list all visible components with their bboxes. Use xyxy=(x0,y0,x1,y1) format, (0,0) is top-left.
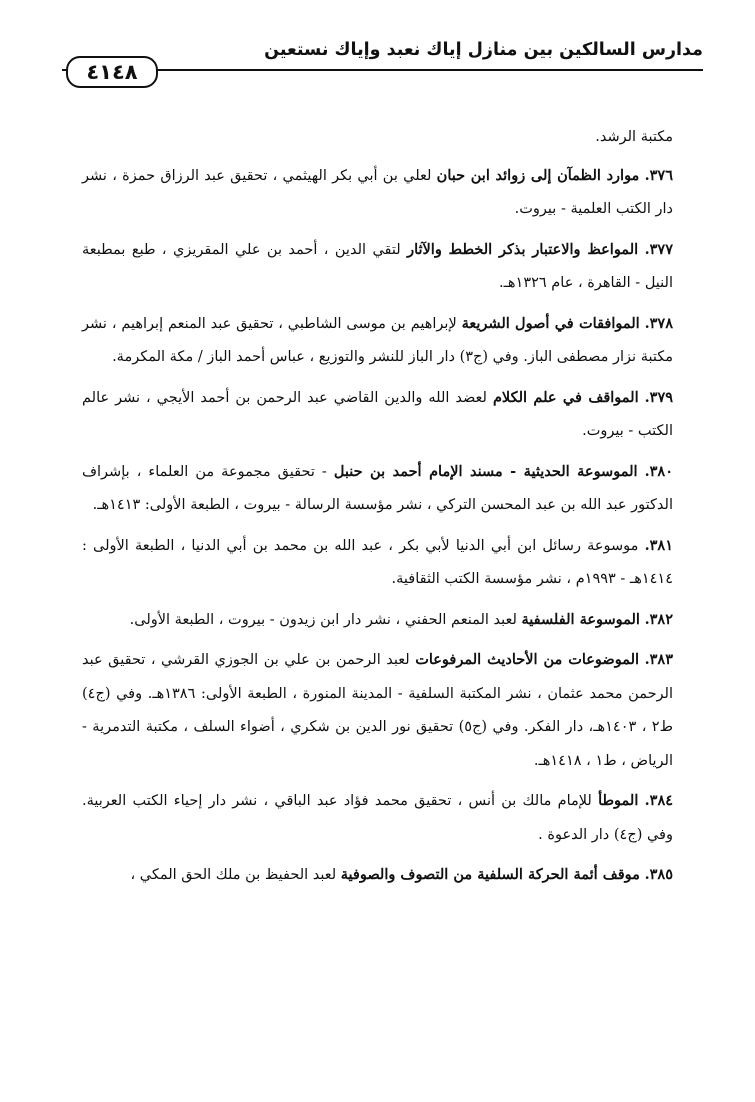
entry-number: ٣٧٨. xyxy=(644,314,674,332)
bibliography-entry-380 xyxy=(82,455,673,523)
page-number: ٤١٤٨ xyxy=(66,56,158,88)
entry-title: الموضوعات من الأحاديث المرفوعات xyxy=(415,651,640,668)
bibliography-entry-376 xyxy=(82,159,673,227)
entry-number: ٣٧٦. xyxy=(644,166,674,184)
bibliography-entry-384 xyxy=(82,784,673,852)
entry-number: ٣٨١. xyxy=(644,536,673,554)
entry-title: الموسوعة الفلسفية xyxy=(521,610,640,628)
page-header xyxy=(62,38,703,90)
entry-title: المواقف في علم الكلام xyxy=(492,388,639,406)
bibliography-entry-378 xyxy=(82,307,673,375)
entry-text: - تحقيق مجموعة من العلماء ، بإشراف الدكتور عبد الله بن عبد المحسن التركي ، نشر مؤسسة الرسالة - بيروت ، الطبعة الأولى: ١٤١٣هـ. xyxy=(82,463,673,513)
entry-text: لإبراهيم بن موسى الشاطبي ، تحقيق عبد المنعم إبراهيم ، نشر مكتبة نزار مصطفى الباز. وفي (ج٣) دار الباز للنشر والتوزيع ، عباس أحمد الباز / مكة المكرمة. xyxy=(82,315,673,365)
entry-text: موسوعة رسائل ابن أبي الدنيا لأبي بكر ، عبد الله بن محمد بن أبي الدنيا ، الطبعة الأولى : ١٤١٤هـ - ١٩٩٣م ، نشر مؤسسة الكتب الثقافية. xyxy=(82,537,673,587)
bibliography-entry-381 xyxy=(82,529,673,597)
bibliography-entry-377 xyxy=(82,233,673,301)
entry-text: لعبد الحفيظ بن ملك الحق المكي ، xyxy=(130,867,337,883)
entry-number: ٣٨٣. xyxy=(644,651,674,668)
entry-title: موارد الظمآن إلى زوائد ابن حبان xyxy=(436,166,640,184)
bibliography-entry-382 xyxy=(82,603,673,638)
running-title: مدارس السالكين بين منازل إياك نعبد وإياك نستعين xyxy=(264,40,703,60)
preface-line: مكتبة الرشد. xyxy=(595,129,673,145)
entry-title: موقف أئمة الحركة السلفية من التصوف والصوفية xyxy=(340,866,640,883)
entry-title: الموسوعة الحديثية - مسند الإمام أحمد بن حنبل xyxy=(333,462,638,480)
entry-number: ٣٨٢. xyxy=(644,610,673,628)
entry-title: الموطأ xyxy=(598,792,639,809)
entry-title: المواعظ والاعتبار بذكر الخطط والآثار xyxy=(407,240,639,258)
bibliography-entry-379 xyxy=(82,381,673,449)
header-rule xyxy=(62,69,703,71)
entry-text: لتقي الدين ، أحمد بن علي المقريزي ، طبع بمطبعة النيل - القاهرة ، عام ١٣٢٦هـ. xyxy=(82,241,673,291)
entry-text: لعلي بن أبي بكر الهيثمي ، تحقيق عبد الرزاق حمزة ، نشر دار الكتب العلمية - بيروت. xyxy=(82,167,673,217)
entry-number: ٣٨٥. xyxy=(644,866,673,883)
bibliography-entry-385 xyxy=(82,858,673,893)
bibliography-entry-383 xyxy=(82,643,673,778)
entry-number: ٣٧٩. xyxy=(644,388,674,406)
bibliography-list xyxy=(82,121,673,899)
entry-title: الموافقات في أصول الشريعة xyxy=(461,314,640,332)
entry-text: لعبد المنعم الحفني ، نشر دار ابن زيدون - بيروت ، الطبعة الأولى. xyxy=(129,611,517,628)
entry-text: لعضد الله والدين القاضي عبد الرحمن بن أحمد الأيجي ، نشر عالم الكتب - بيروت. xyxy=(82,389,673,439)
entry-number: ٣٨٤. xyxy=(644,792,674,809)
entry-number: ٣٨٠. xyxy=(644,462,674,480)
entry-text: لعبد الرحمن بن علي بن الجوزي القرشي ، تحقيق عبد الرحمن محمد عثمان ، نشر المكتبة السلفية - المدينة المنورة ، الطبعة الأولى: ١٣٨٦هـ. وفي (ج٤) ط٢ ، ١٤٠٣هـ، دار الفكر. وفي (ج٥) تحقيق نور الدين بن شكري ، أضواء السلف ، مكتبة التدمرية - الرياض ، ط١ ، ١٤١٨هـ. xyxy=(82,652,673,769)
entry-text: للإمام مالك بن أنس ، تحقيق محمد فؤاد عبد الباقي ، نشر دار إحياء الكتب العربية. وفي (ج٤) دار الدعوة . xyxy=(82,793,673,843)
entry-number: ٣٧٧. xyxy=(644,240,674,258)
